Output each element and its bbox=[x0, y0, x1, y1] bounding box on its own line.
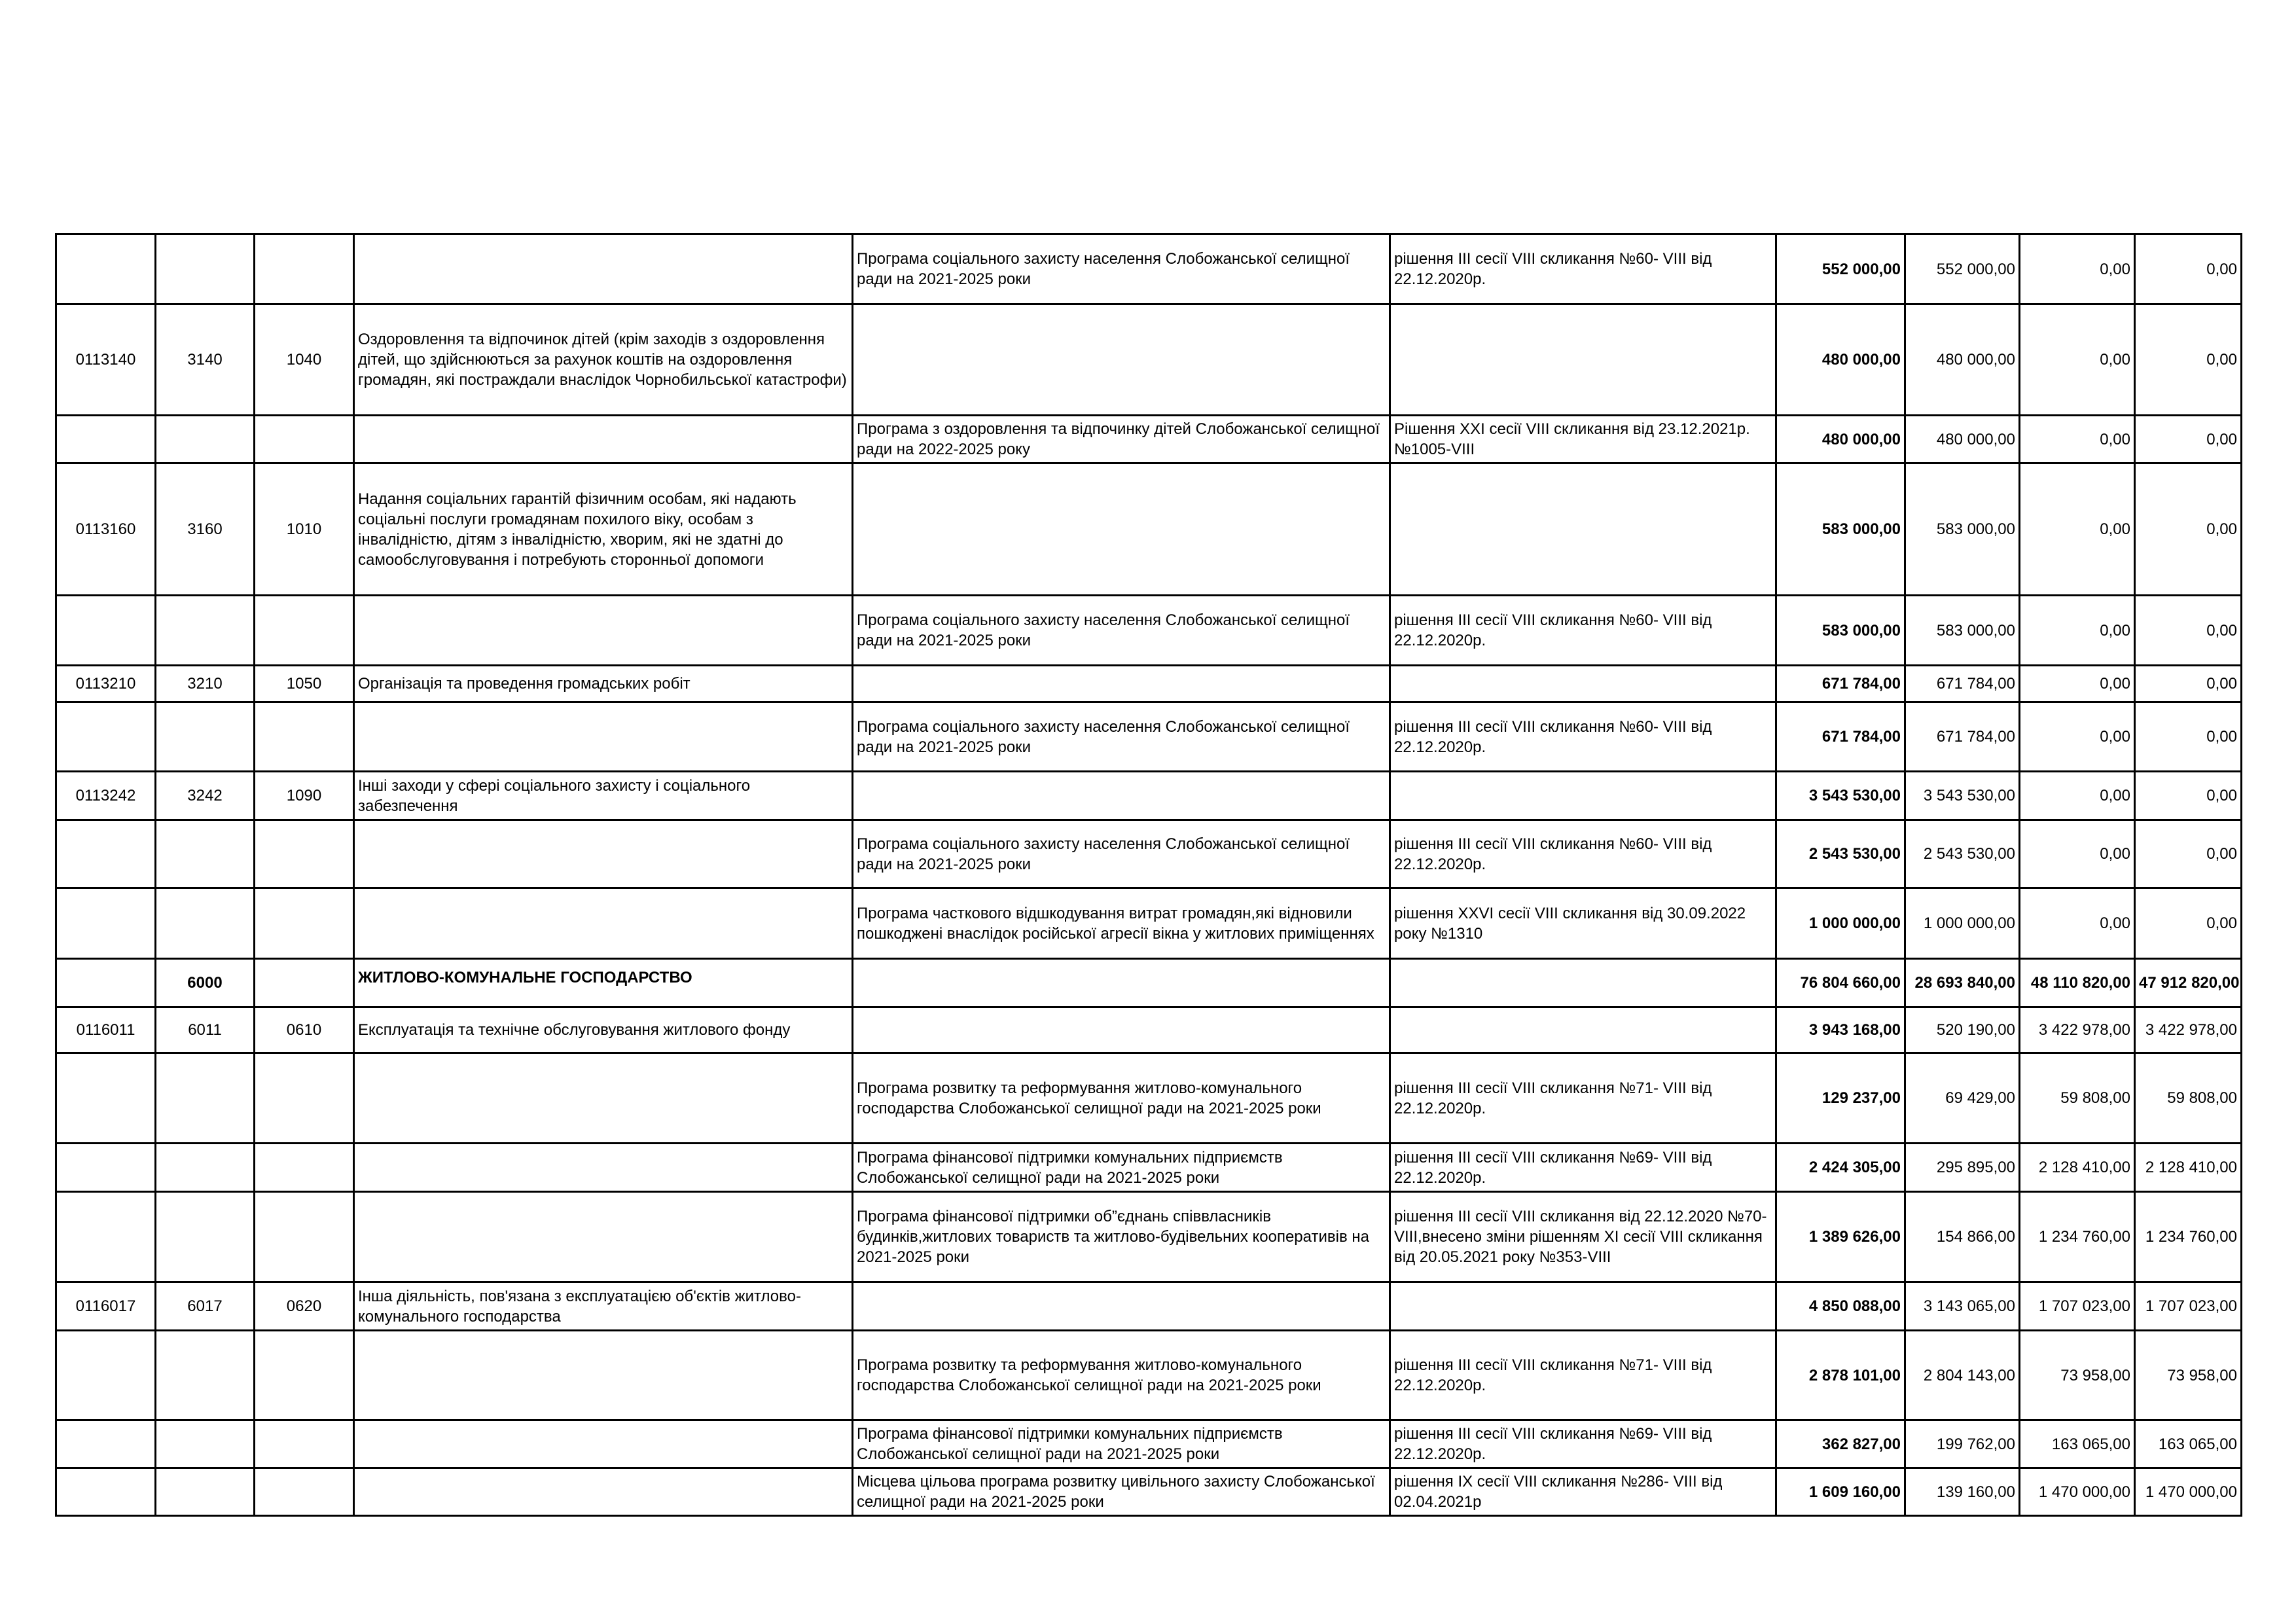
expenditure-name: Надання соціальних гарантій фізичним особам, які надають соціальні послуги громадянам похилого віку, особам з інвалідністю, дітям з інвалідністю, хворим, які не здатні до самообслуговування і потребують сторонньої допомоги bbox=[354, 463, 853, 596]
kpkvk-code: 0113210 bbox=[56, 666, 156, 702]
kfkvk-code bbox=[255, 234, 354, 304]
table-row bbox=[56, 772, 2242, 820]
expenditure-name bbox=[354, 1468, 853, 1516]
special-fund-amount: 0,00 bbox=[2020, 596, 2135, 666]
table-row bbox=[56, 304, 2242, 416]
kfk-code bbox=[156, 1144, 255, 1192]
approval-decision bbox=[1390, 772, 1776, 820]
general-fund-amount: 199 762,00 bbox=[1905, 1420, 2020, 1468]
kpkvk-code: 0116011 bbox=[56, 1007, 156, 1053]
program-name: Програма з оздоровлення та відпочинку дітей Слобожанської селищної ради на 2022-2025 року bbox=[853, 416, 1390, 463]
program-name bbox=[853, 1007, 1390, 1053]
special-fund-amount: 163 065,00 bbox=[2020, 1420, 2135, 1468]
expenditure-name: Організація та проведення громадських робіт bbox=[354, 666, 853, 702]
approval-decision: рішення ІІІ сесії VІІІ скликання від 22.12.2020 №70-VІІІ,внесено зміни рішенням ХІ сесії VІІІ скликання від 20.05.2021 року №353-VІІІ bbox=[1390, 1192, 1776, 1282]
special-fund-amount: 0,00 bbox=[2020, 702, 2135, 772]
kpkvk-code bbox=[56, 234, 156, 304]
special-fund-amount: 2 128 410,00 bbox=[2020, 1144, 2135, 1192]
special-fund-amount: 48 110 820,00 bbox=[2020, 959, 2135, 1007]
special-fund-amount: 3 422 978,00 bbox=[2020, 1007, 2135, 1053]
program-name bbox=[853, 772, 1390, 820]
kfk-code: 3140 bbox=[156, 304, 255, 416]
approval-decision: Рішення XXI сесії VIII скликання від 23.12.2021р. №1005-VIII bbox=[1390, 416, 1776, 463]
expenditure-name bbox=[354, 1420, 853, 1468]
program-name bbox=[853, 959, 1390, 1007]
kfk-code bbox=[156, 596, 255, 666]
kfk-code bbox=[156, 234, 255, 304]
general-fund-amount: 28 693 840,00 bbox=[1905, 959, 2020, 1007]
kpkvk-code bbox=[56, 416, 156, 463]
budget-programs-table bbox=[55, 233, 2242, 1517]
total-amount: 2 424 305,00 bbox=[1776, 1144, 1905, 1192]
development-budget-amount: 1 707 023,00 bbox=[2135, 1282, 2242, 1331]
table-row bbox=[56, 959, 2242, 1007]
kpkvk-code: 0113242 bbox=[56, 772, 156, 820]
table-row bbox=[56, 234, 2242, 304]
approval-decision: рішення ІІІ сесії VІІІ скликання №60- VІІІ від 22.12.2020р. bbox=[1390, 820, 1776, 888]
kfkvk-code bbox=[255, 1053, 354, 1144]
general-fund-amount: 520 190,00 bbox=[1905, 1007, 2020, 1053]
kfkvk-code: 1010 bbox=[255, 463, 354, 596]
kfkvk-code: 1090 bbox=[255, 772, 354, 820]
expenditure-name: ЖИТЛОВО-КОМУНАЛЬНЕ ГОСПОДАРСТВО bbox=[354, 959, 853, 1007]
expenditure-name: Інша діяльність, пов'язана з експлуатацією об'єктів житлово-комунального господарства bbox=[354, 1282, 853, 1331]
kpkvk-code bbox=[56, 1468, 156, 1516]
development-budget-amount: 0,00 bbox=[2135, 234, 2242, 304]
kfk-code bbox=[156, 820, 255, 888]
table-row bbox=[56, 1192, 2242, 1282]
expenditure-name bbox=[354, 1192, 853, 1282]
kpkvk-code bbox=[56, 1053, 156, 1144]
general-fund-amount: 154 866,00 bbox=[1905, 1192, 2020, 1282]
kfkvk-code bbox=[255, 888, 354, 959]
total-amount: 552 000,00 bbox=[1776, 234, 1905, 304]
special-fund-amount: 0,00 bbox=[2020, 463, 2135, 596]
approval-decision: рішення ІІІ сесії VІІІ скликання №60- VІІІ від 22.12.2020р. bbox=[1390, 596, 1776, 666]
expenditure-name: Експлуатація та технічне обслуговування житлового фонду bbox=[354, 1007, 853, 1053]
approval-decision: рішення ІІІ сесії VІІІ скликання №60- VІІІ від 22.12.2020р. bbox=[1390, 234, 1776, 304]
program-name: Програма фінансової підтримки комунальних підприємств Слобожанської селищної ради на 2021-2025 роки bbox=[853, 1144, 1390, 1192]
expenditure-name: Оздоровлення та відпочинок дітей (крім заходів з оздоровлення дітей, що здійснюються за рахунок коштів на оздоровлення громадян, які постраждали внаслідок Чорнобильської катастрофи) bbox=[354, 304, 853, 416]
kfk-code: 6011 bbox=[156, 1007, 255, 1053]
program-name: Програма фінансової підтримки комунальних підприємств Слобожанської селищної ради на 2021-2025 роки bbox=[853, 1420, 1390, 1468]
kfk-code bbox=[156, 1192, 255, 1282]
program-name bbox=[853, 1282, 1390, 1331]
total-amount: 4 850 088,00 bbox=[1776, 1282, 1905, 1331]
development-budget-amount: 1 470 000,00 bbox=[2135, 1468, 2242, 1516]
total-amount: 480 000,00 bbox=[1776, 416, 1905, 463]
total-amount: 2 543 530,00 bbox=[1776, 820, 1905, 888]
expenditure-name bbox=[354, 1144, 853, 1192]
general-fund-amount: 480 000,00 bbox=[1905, 304, 2020, 416]
approval-decision bbox=[1390, 959, 1776, 1007]
program-name: Програма розвитку та реформування житлово-комунального господарства Слобожанської селищної ради на 2021-2025 роки bbox=[853, 1053, 1390, 1144]
kfk-code bbox=[156, 416, 255, 463]
development-budget-amount: 0,00 bbox=[2135, 666, 2242, 702]
kfkvk-code: 1040 bbox=[255, 304, 354, 416]
approval-decision: рішення ІІІ сесії VІІІ скликання №69- VІІІ від 22.12.2020р. bbox=[1390, 1144, 1776, 1192]
general-fund-amount: 552 000,00 bbox=[1905, 234, 2020, 304]
program-name: Місцева цільова програма розвитку цивільного захисту Слобожанської селищної ради на 2021-2025 роки bbox=[853, 1468, 1390, 1516]
total-amount: 583 000,00 bbox=[1776, 463, 1905, 596]
kfkvk-code bbox=[255, 959, 354, 1007]
program-name: Програма часткового відшкодування витрат громадян,які відновили пошкоджені внаслідок російської агресії вікна у житлових приміщеннях bbox=[853, 888, 1390, 959]
kfkvk-code bbox=[255, 596, 354, 666]
program-name: Програма соціального захисту населення Слобожанської селищної ради на 2021-2025 роки bbox=[853, 596, 1390, 666]
development-budget-amount: 0,00 bbox=[2135, 772, 2242, 820]
table-row bbox=[56, 1282, 2242, 1331]
general-fund-amount: 671 784,00 bbox=[1905, 702, 2020, 772]
approval-decision bbox=[1390, 463, 1776, 596]
expenditure-name bbox=[354, 702, 853, 772]
kfkvk-code: 0620 bbox=[255, 1282, 354, 1331]
approval-decision: рішення ІХ сесії VІІІ скликання №286- VІІІ від 02.04.2021р bbox=[1390, 1468, 1776, 1516]
development-budget-amount: 163 065,00 bbox=[2135, 1420, 2242, 1468]
kfk-code: 3242 bbox=[156, 772, 255, 820]
table-row bbox=[56, 888, 2242, 959]
development-budget-amount: 0,00 bbox=[2135, 702, 2242, 772]
kpkvk-code bbox=[56, 959, 156, 1007]
kfk-code bbox=[156, 702, 255, 772]
kfkvk-code bbox=[255, 1144, 354, 1192]
approval-decision: рішення ІІІ сесії VІІІ скликання №69- VІІІ від 22.12.2020р. bbox=[1390, 1420, 1776, 1468]
total-amount: 3 943 168,00 bbox=[1776, 1007, 1905, 1053]
kfk-code bbox=[156, 888, 255, 959]
table-row bbox=[56, 1420, 2242, 1468]
total-amount: 129 237,00 bbox=[1776, 1053, 1905, 1144]
special-fund-amount: 0,00 bbox=[2020, 234, 2135, 304]
total-amount: 362 827,00 bbox=[1776, 1420, 1905, 1468]
total-amount: 76 804 660,00 bbox=[1776, 959, 1905, 1007]
expenditure-name bbox=[354, 1053, 853, 1144]
kpkvk-code bbox=[56, 888, 156, 959]
program-name bbox=[853, 304, 1390, 416]
approval-decision: рішення ІІІ сесії VІІІ скликання №71- VІІІ від 22.12.2020р. bbox=[1390, 1053, 1776, 1144]
kpkvk-code: 0113140 bbox=[56, 304, 156, 416]
special-fund-amount: 73 958,00 bbox=[2020, 1331, 2135, 1420]
expenditure-name bbox=[354, 596, 853, 666]
approval-decision bbox=[1390, 666, 1776, 702]
program-name: Програма фінансової підтримки об”єднань співвласників будинків,житлових товариств та житлово-будівельних кооперативів на 2021-2025 роки bbox=[853, 1192, 1390, 1282]
approval-decision bbox=[1390, 1007, 1776, 1053]
general-fund-amount: 583 000,00 bbox=[1905, 596, 2020, 666]
program-name bbox=[853, 463, 1390, 596]
table-row bbox=[56, 1468, 2242, 1516]
development-budget-amount: 1 234 760,00 bbox=[2135, 1192, 2242, 1282]
kfkvk-code: 0610 bbox=[255, 1007, 354, 1053]
development-budget-amount: 0,00 bbox=[2135, 820, 2242, 888]
approval-decision bbox=[1390, 304, 1776, 416]
program-name: Програма розвитку та реформування житлово-комунального господарства Слобожанської селищної ради на 2021-2025 роки bbox=[853, 1331, 1390, 1420]
total-amount: 1 389 626,00 bbox=[1776, 1192, 1905, 1282]
development-budget-amount: 0,00 bbox=[2135, 463, 2242, 596]
kfk-code: 6017 bbox=[156, 1282, 255, 1331]
expenditure-name bbox=[354, 234, 853, 304]
total-amount: 2 878 101,00 bbox=[1776, 1331, 1905, 1420]
general-fund-amount: 295 895,00 bbox=[1905, 1144, 2020, 1192]
general-fund-amount: 2 543 530,00 bbox=[1905, 820, 2020, 888]
total-amount: 671 784,00 bbox=[1776, 702, 1905, 772]
kfk-code: 3210 bbox=[156, 666, 255, 702]
general-fund-amount: 671 784,00 bbox=[1905, 666, 2020, 702]
kfkvk-code bbox=[255, 820, 354, 888]
kpkvk-code bbox=[56, 1144, 156, 1192]
development-budget-amount: 3 422 978,00 bbox=[2135, 1007, 2242, 1053]
development-budget-amount: 0,00 bbox=[2135, 304, 2242, 416]
kpkvk-code bbox=[56, 596, 156, 666]
total-amount: 3 543 530,00 bbox=[1776, 772, 1905, 820]
table-row bbox=[56, 416, 2242, 463]
kfkvk-code bbox=[255, 1468, 354, 1516]
program-name bbox=[853, 666, 1390, 702]
total-amount: 1 609 160,00 bbox=[1776, 1468, 1905, 1516]
table-row bbox=[56, 666, 2242, 702]
total-amount: 671 784,00 bbox=[1776, 666, 1905, 702]
general-fund-amount: 69 429,00 bbox=[1905, 1053, 2020, 1144]
table-row bbox=[56, 1331, 2242, 1420]
kfkvk-code bbox=[255, 416, 354, 463]
development-budget-amount: 0,00 bbox=[2135, 416, 2242, 463]
kfkvk-code bbox=[255, 1192, 354, 1282]
kfk-code bbox=[156, 1053, 255, 1144]
special-fund-amount: 0,00 bbox=[2020, 304, 2135, 416]
development-budget-amount: 47 912 820,00 bbox=[2135, 959, 2242, 1007]
special-fund-amount: 1 234 760,00 bbox=[2020, 1192, 2135, 1282]
general-fund-amount: 583 000,00 bbox=[1905, 463, 2020, 596]
special-fund-amount: 0,00 bbox=[2020, 820, 2135, 888]
total-amount: 480 000,00 bbox=[1776, 304, 1905, 416]
general-fund-amount: 3 543 530,00 bbox=[1905, 772, 2020, 820]
table-row bbox=[56, 596, 2242, 666]
kfk-code: 3160 bbox=[156, 463, 255, 596]
general-fund-amount: 1 000 000,00 bbox=[1905, 888, 2020, 959]
special-fund-amount: 1 707 023,00 bbox=[2020, 1282, 2135, 1331]
expenditure-name bbox=[354, 820, 853, 888]
development-budget-amount: 2 128 410,00 bbox=[2135, 1144, 2242, 1192]
kfk-code bbox=[156, 1420, 255, 1468]
development-budget-amount: 0,00 bbox=[2135, 888, 2242, 959]
kfkvk-code bbox=[255, 702, 354, 772]
approval-decision: рішення ІІІ сесії VІІІ скликання №71- VІІІ від 22.12.2020р. bbox=[1390, 1331, 1776, 1420]
expenditure-name bbox=[354, 1331, 853, 1420]
kfk-code bbox=[156, 1331, 255, 1420]
program-name: Програма соціального захисту населення Слобожанської селищної ради на 2021-2025 роки bbox=[853, 820, 1390, 888]
approval-decision: рішення ІІІ сесії VІІІ скликання №60- VІІІ від 22.12.2020р. bbox=[1390, 702, 1776, 772]
kpkvk-code: 0113160 bbox=[56, 463, 156, 596]
general-fund-amount: 3 143 065,00 bbox=[1905, 1282, 2020, 1331]
development-budget-amount: 0,00 bbox=[2135, 596, 2242, 666]
kfk-code bbox=[156, 1468, 255, 1516]
table-row bbox=[56, 463, 2242, 596]
special-fund-amount: 0,00 bbox=[2020, 416, 2135, 463]
special-fund-amount: 0,00 bbox=[2020, 772, 2135, 820]
general-fund-amount: 2 804 143,00 bbox=[1905, 1331, 2020, 1420]
kpkvk-code bbox=[56, 820, 156, 888]
kfkvk-code bbox=[255, 1420, 354, 1468]
expenditure-name: Інші заходи у сфері соціального захисту і соціального забезпечення bbox=[354, 772, 853, 820]
special-fund-amount: 59 808,00 bbox=[2020, 1053, 2135, 1144]
development-budget-amount: 73 958,00 bbox=[2135, 1331, 2242, 1420]
special-fund-amount: 0,00 bbox=[2020, 666, 2135, 702]
table-row bbox=[56, 1144, 2242, 1192]
total-amount: 583 000,00 bbox=[1776, 596, 1905, 666]
kfkvk-code: 1050 bbox=[255, 666, 354, 702]
special-fund-amount: 0,00 bbox=[2020, 888, 2135, 959]
total-amount: 1 000 000,00 bbox=[1776, 888, 1905, 959]
table-row bbox=[56, 1007, 2242, 1053]
table-row bbox=[56, 820, 2242, 888]
general-fund-amount: 480 000,00 bbox=[1905, 416, 2020, 463]
general-fund-amount: 139 160,00 bbox=[1905, 1468, 2020, 1516]
table-row bbox=[56, 702, 2242, 772]
development-budget-amount: 59 808,00 bbox=[2135, 1053, 2242, 1144]
program-name: Програма соціального захисту населення Слобожанської селищної ради на 2021-2025 роки bbox=[853, 234, 1390, 304]
special-fund-amount: 1 470 000,00 bbox=[2020, 1468, 2135, 1516]
kpkvk-code bbox=[56, 1331, 156, 1420]
kfk-code: 6000 bbox=[156, 959, 255, 1007]
kpkvk-code: 0116017 bbox=[56, 1282, 156, 1331]
expenditure-name bbox=[354, 416, 853, 463]
expenditure-name bbox=[354, 888, 853, 959]
program-name: Програма соціального захисту населення Слобожанської селищної ради на 2021-2025 роки bbox=[853, 702, 1390, 772]
approval-decision bbox=[1390, 1282, 1776, 1331]
kfkvk-code bbox=[255, 1331, 354, 1420]
kpkvk-code bbox=[56, 1420, 156, 1468]
approval-decision: рішення XXVI сесії VIII скликання від 30.09.2022 року №1310 bbox=[1390, 888, 1776, 959]
kpkvk-code bbox=[56, 702, 156, 772]
table-row bbox=[56, 1053, 2242, 1144]
kpkvk-code bbox=[56, 1192, 156, 1282]
